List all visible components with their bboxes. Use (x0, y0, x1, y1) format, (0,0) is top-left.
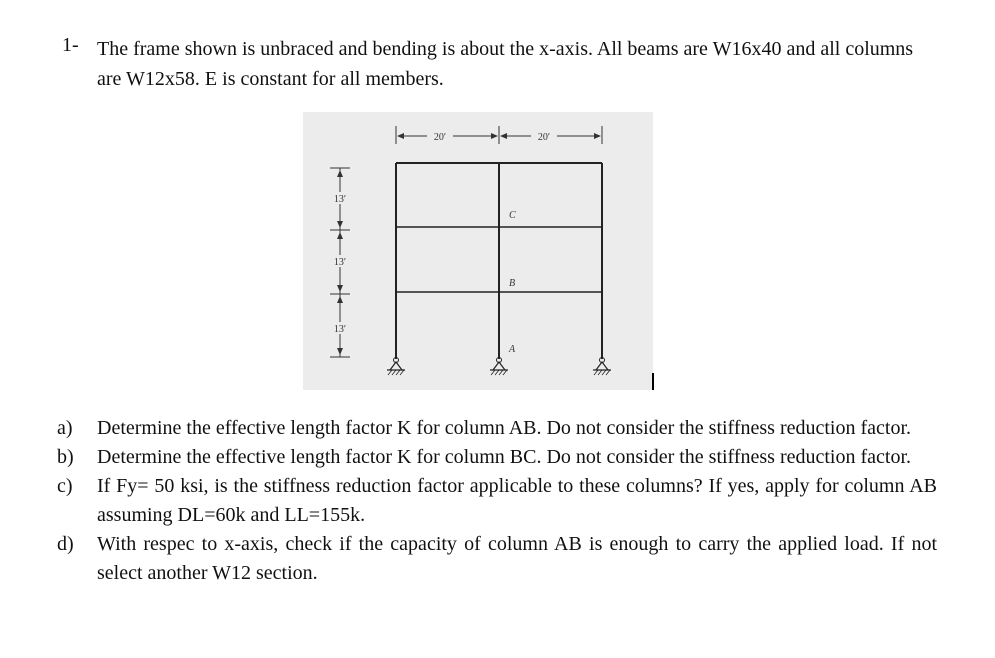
story-height-3: 13′ (333, 194, 347, 205)
part-b (57, 443, 937, 472)
part-c (57, 472, 937, 530)
story-height-1: 13′ (333, 324, 347, 335)
part-b-text: Determine the effective length factor K for column BC. Do not consider the stiffness reduction factor. (97, 446, 912, 468)
arrow-head (500, 133, 507, 139)
label-a: A (509, 344, 516, 355)
part-a-label: a) (57, 417, 73, 439)
arrow-head (397, 133, 404, 139)
question-parts (57, 414, 937, 588)
label-b: B (509, 278, 516, 289)
bay-width-2: 20′ (537, 132, 551, 143)
label-c: C (509, 210, 516, 221)
question-number: 1- (62, 34, 79, 56)
question-text: The frame shown is unbraced and bending is about the x-axis. All beams are W16x40 and all columns are W12x58. E is constant for all members. (97, 38, 914, 90)
arrow-head (337, 221, 343, 228)
arrow-head (337, 296, 343, 303)
arrow-head (337, 348, 343, 355)
pin-support-left (387, 358, 405, 376)
arrow-head (337, 170, 343, 177)
pin-support-right (593, 358, 611, 376)
part-d-label: d) (57, 533, 74, 555)
part-a-text: Determine the effective length factor K for column AB. Do not consider the stiffness reduction factor. (97, 417, 912, 439)
text-cursor (652, 373, 654, 390)
part-a (57, 414, 937, 443)
story-height-2: 13′ (333, 257, 347, 268)
part-c-label: c) (57, 475, 73, 497)
arrow-head (491, 133, 498, 139)
part-c-text: If Fy= 50 ksi, is the stiffness reduction factor applicable to these columns? If yes, apply for column AB assuming DL=60k and LL=155k. (97, 475, 937, 526)
frame-figure (303, 112, 653, 390)
part-d-text: With respec to x-axis, check if the capacity of column AB is enough to carry the applied load. If not select another W12 section. (97, 533, 937, 584)
pin-support-middle (490, 358, 508, 376)
arrow-head (337, 232, 343, 239)
bay-width-1: 20′ (433, 132, 447, 143)
frame-diagram (303, 112, 653, 390)
arrow-head (337, 285, 343, 292)
part-b-label: b) (57, 446, 74, 468)
arrow-head (594, 133, 601, 139)
part-d (57, 530, 937, 588)
